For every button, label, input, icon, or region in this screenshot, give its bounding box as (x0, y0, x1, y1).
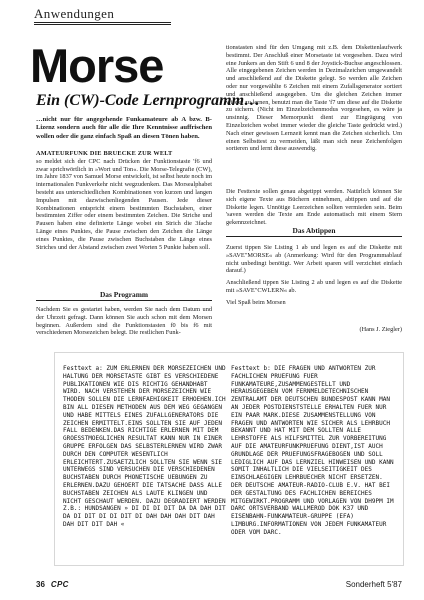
abtippen-text-2: Anschließend tippen Sie Listing 2 ab und legen es auf die Diskette mit »SAVE"CWLERN« ab. (226, 279, 402, 294)
listing-left-column: Festtext a: ZUM ERLERNEN DER MORSEZEICHEN UND HALTUNG DER MORSETASTE GIBT ES VERSCHIEDENE PUBLIKATIONEN WIE DIS RICHTIG GEHANDHABT WIRD. NACH VERSTEHEN DER MORSEZEICHEN WIE THODEN SOLLEN DIE LERNFAEHIGKEIT ERHOEHEN.ICH BIN ALL DIESEN METHODEN AUS DEM WEG GEGANGEN UND HABE MITTELS EINES ZUFALLGENERATORS DIE ZEICHEN ERMITTELT.EINS SOLLTEN SIE AUF JEDEN FALL BEDENKEN.DAS RICHTIGE ERLERNEN MIT DEM GROESSTMOEGLICHEN RESULTAT KANN NUR IN EINER GRUPPE ERFOLGEN DAS SELBSTERLERNEN WIRD ZWAR DURCH DEN COMPUTER WESENTLICH ERLEICHTERT.ZUSAETZLICH SOLLTEN SIE WENN SIE UNTERWEGS SIND VERSUCHEN DIE VERSCHIEDENEN BUCHSTABEN DURCH PHONETISCHE UEBUNGEN ZU ERLERNEN.DAZU GEHOERT DIE TATSACHE DASS ALLE BUCHSTABEN ZEICHEN ALS LAUTE KLINGEN UND NICHT GESCHAUT WERDEN. DAZU DEGRADIERT WERDEN Z.B.: HUNDSANGEN » DI DI DI DIT DA DA DAH DIT DA DI DIT DI DI DIT DI DAH DAH DAH DIT DAH DAH DIT DIT DAH « (63, 365, 230, 528)
article-title: Morse (30, 39, 164, 92)
programm-heading-rule (36, 300, 212, 301)
page-footer (36, 580, 402, 589)
section-label: Anwendungen (34, 6, 115, 21)
abtippen-text-1: Zuerst tippen Sie Listing 1 ab und legen es auf die Diskette mit »SAVE"MORSE« ab (Anmerkung: Wird für den Programmablauf nicht unbedingt benötigt. Wer Arbeit sparen will verzichtet einfach darauf.) (226, 244, 402, 275)
header-rule-secondary (34, 24, 171, 25)
header-rule (34, 22, 171, 23)
intro-text: so meldet sich der CPC nach Drücken der Funktionstaste 'f6 und zwar sprichwörtlich in »Wort und Ton«. Die Morse-Telegrafie (CW), im Jahre 1837 von Samuel Morse entwickelt, ist selbst heute noch im internationalen Funkverkehr nicht wegzudenken. Das Morsealphabet besteht aus unterschiedlichen Kombinationen von kurzen und langen Impulsen mit dazwischenliegenden Pausen. Jede dieser Kombinationen entspricht einem bestimmten Buchstaben, einer bestimmten Ziffer oder einem bestimmten Zeichen. Die Striche und Pausen haben eine definierte Länge wobei ein Strich die 3fache Länge eines Punktes, die Pause zwischen den Zeichen die Länge eines Punktes, die Pause zwischen Buchstaben die Länge eines Striches und der Abstand zwischen zwei Worten 5 Punkte haben soll. (36, 157, 212, 251)
right-text-1: tionstasten sind für den Umgang mit z.B. dem Diskettenlaufwerk bestimmt. Der Anschluß einer Morsetaste ist vorgesehen. Dazu wird eine Junkers an den Stift 6 und 8 der Joystick-Buchse angeschlossen. Alle eingegebenen Zeichen werden in Dezimalzeichen umgewandelt und anschließend auf die Diskette gelegt. So werden alle Zeichen oder nur vorgewählte 6 Zeichen mit einem Zufallsgenerator sortiert und anschließend ausgegeben. Um die gleichen Zeichen immer wieder zu lernen, benutzt man die Taste 'f7 um diese auf die Diskette zu sichern. (Nicht im Einzelzeichenmodus vorgesehen, es wäre ja unsinnig. Dieser Memorpunkt dient zur Eingrägung von Einzelzeichen wobei immer wieder die gleiche Taste gedrückt wird.) Nach einer gewissen Lernzeit kennt man die Zeichen sicherlich. Um einen Selbsttest zu vermeiden, läßt man sich neue Zeichenfolgen sortieren und lernt diese auswendig. (226, 44, 402, 153)
lead-paragraph (36, 116, 212, 141)
left-column-programm (36, 306, 212, 337)
abtippen-heading (226, 226, 402, 238)
article-subtitle: Ein (CW)-Code Lernprogramm… (36, 92, 261, 109)
subheading: AMATEURFUNK DIE BRUECKE ZUR WELT (36, 150, 173, 157)
right-column-mid (226, 188, 402, 227)
right-column-top (226, 44, 402, 153)
lead-text: …nicht nur für angegehende Funkamateure ab A bzw. B-Lizenz sondern auch für alle die Ihre Kenntnisse auffrischen wollen oder die ganz einfach Spaß an diesen Tönen haben. (36, 116, 212, 140)
listing-right-column: Festtext b: DIE FRAGEN UND ANTWORTEN ZUR FACHLICHEN PRUEFUNG FUER FUNKAMATEURE,ZUSAMMENGESTELLT UND HERAUSGEGEBEN VOM FERNMELDETECHNISCHEN ZENTRALAMT DER DEUTSCHEN BUNDESPOST KANN MAN AN JEDER POSTDIENSTSTELLE ERHALTEN FUER NUR EIN PAAR MARK.DIESE ZUSAMMENSTELLUNG VON FRAGEN UND ANTWORTEN WIE SICHER ALS LEHRBUCH BEKANNT UND HAT MIT DEM SOLLTEN ALLE LEHRSTOFFE ALS HILFSMITTEL ZUR VORBEREITUNG AUF DIE AMATEURFUNKPRUEFUNG DIENT,IST AUCH GRUNDLAGE DER PRUEFUNGSFRAGEBOGEN UND SOLL LEDIGLICH AUF DAS LERNZIEL HINWEISEN UND KANN SOMIT INHALTLICH DIE VIELSEITIGKEIT DES EINSCHLAEGIGEN LEHRBUECHER NICHT ERSETZEN. DER DEUTSCHE AMATEUR-RADIO-CLUB E.V. HAT BEI DER GESTALTUNG DES FACHLICHEN BEREICHES MITGEWIRKT.PROGRAMM UND VORLAGEN VON DH9PM IM DARC ORTSVERBAND WALLMEROD DOK K37 UND EISENBAHN-FUNKAMATEUR-GRUPPE (EFA) LIMBURG.INFORMATIONEN VON JEDEM FUNKAMATEUR ODER VOM DARC. (231, 365, 398, 536)
closing-text: Viel Spaß beim Morsen (226, 298, 286, 306)
programm-heading-text: Das Programm (99, 290, 149, 299)
page-number: 36 (36, 580, 45, 589)
programm-text: Nachdem Sie es gestartet haben, werden Sie nach dem Datum und der Uhrzeit gefragt. Dann können Sie auch schon mit dem Morsen beginnen. Außerdem sind die Funktionstasten f0 bis f6 mit verschiedenen Morsezeichen belegt. Die restlichen Funk- (36, 306, 212, 337)
right-text-2: Die Festtexte sollen genau abgetippt werden. Natürlich können Sie sich eigene Texte aus Büchern entnehmen, abtippen und auf die Diskette legen. Unnötige Leerzeichen sollten vermieden sein. Beim 'saven werden die Texte am Ende automatisch mit einem Stern gekennzeichnet. (226, 188, 402, 227)
magazine-brand: CPC (50, 580, 69, 589)
issue-label: Sonderheft 5'87 (345, 580, 402, 589)
left-column-intro (36, 150, 212, 251)
author: (Hans J. Ziegler) (359, 326, 402, 333)
abtippen-heading-rule (226, 236, 402, 237)
abtippen-heading-text: Das Abtippen (292, 226, 336, 235)
programm-heading (36, 290, 212, 302)
program-listing (54, 352, 404, 566)
right-column-abtippen (226, 244, 402, 307)
